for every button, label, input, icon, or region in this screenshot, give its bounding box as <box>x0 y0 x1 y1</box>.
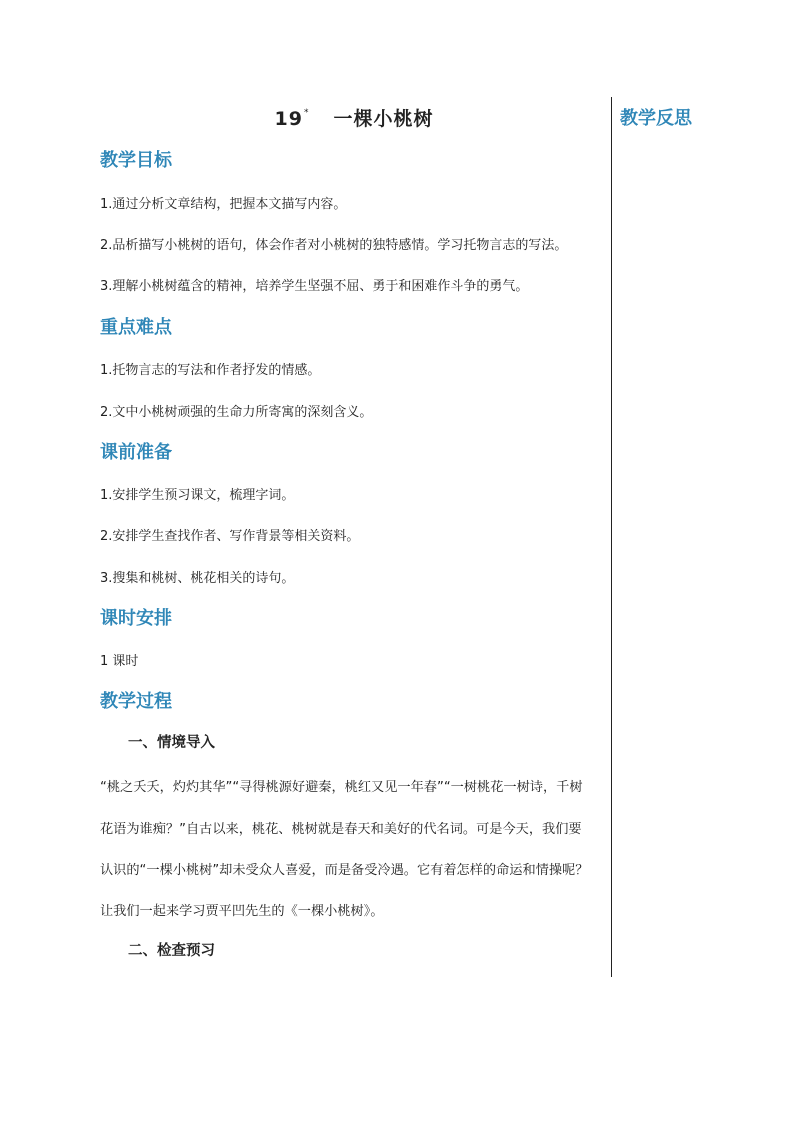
key-point-item: 1.托物言志的写法和作者抒发的情感。 <box>100 363 321 378</box>
intro-paragraph-line: 花语为谁痴？”自古以来，桃花、桃树就是春天和美好的代名词。可是今天，我们要 <box>100 822 582 837</box>
objective-item: 1.通过分析文章结构，把握本文描写内容。 <box>100 197 347 212</box>
step2-heading: 二、检查预习 <box>128 943 215 959</box>
column-divider <box>611 97 612 977</box>
key-point-item: 2.文中小桃树顽强的生命力所寄寓的深刻含义。 <box>100 405 373 420</box>
lesson-title <box>100 104 608 131</box>
preparation-heading: 课前准备 <box>100 442 172 463</box>
objectives-heading: 教学目标 <box>100 150 172 171</box>
lesson-title-text: 一棵小桃树 <box>333 108 434 130</box>
reflection-heading: 教学反思 <box>620 108 692 129</box>
intro-paragraph-line: 认识的“一棵小桃树”却未受众人喜爱，而是备受冷遇。它有着怎样的命运和情操呢？ <box>100 863 589 878</box>
schedule-heading: 课时安排 <box>100 608 172 629</box>
step1-heading: 一、情境导入 <box>128 735 215 751</box>
preparation-item: 2.安排学生查找作者、写作背景等相关资料。 <box>100 529 360 544</box>
preparation-item: 3.搜集和桃树、桃花相关的诗句。 <box>100 571 295 586</box>
intro-paragraph-line: 让我们一起来学习贾平凹先生的《一棵小桃树》。 <box>100 904 384 919</box>
lesson-mark: * <box>303 107 310 118</box>
objective-item: 2.品析描写小桃树的语句，体会作者对小桃树的独特感情。学习托物言志的写法。 <box>100 238 568 253</box>
objective-item: 3.理解小桃树蕴含的精神，培养学生坚强不屈、勇于和困难作斗争的勇气。 <box>100 279 529 294</box>
schedule-text: 1 课时 <box>100 654 139 669</box>
process-heading: 教学过程 <box>100 691 172 712</box>
key-points-heading: 重点难点 <box>100 317 172 338</box>
lesson-number: 19* <box>274 107 310 130</box>
intro-paragraph-line: “桃之夭夭，灼灼其华”“寻得桃源好避秦，桃红又见一年春”“一树桃花一树诗，千树 <box>100 780 583 795</box>
preparation-item: 1.安排学生预习课文，梳理字词。 <box>100 488 295 503</box>
